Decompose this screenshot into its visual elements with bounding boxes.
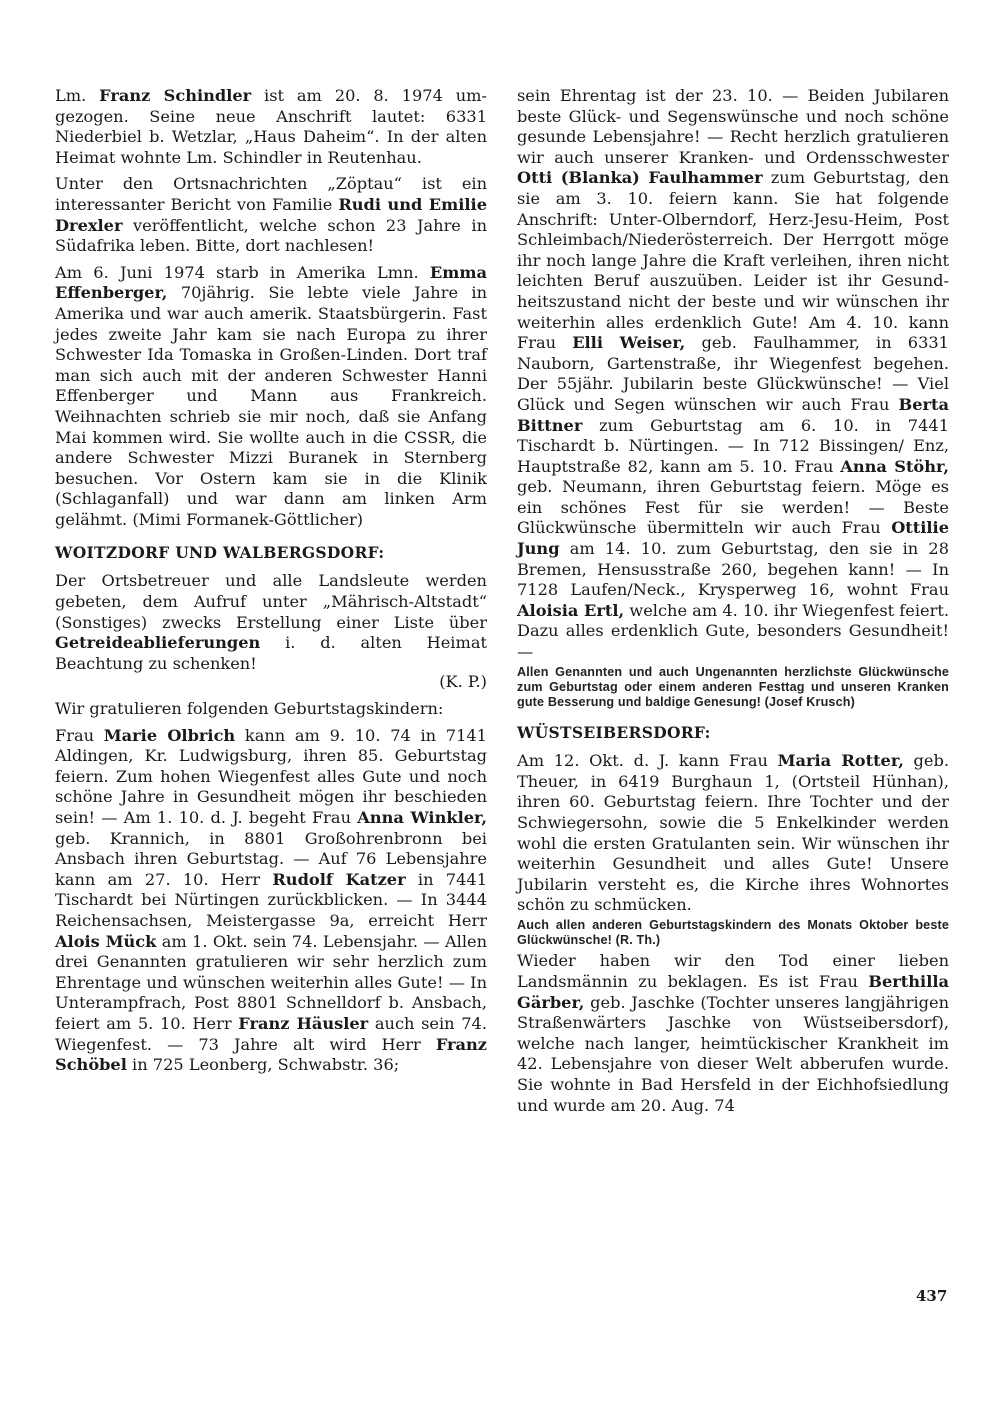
name-bold: Rudolf Katzer — [272, 869, 406, 889]
name-bold: Alois Mück — [55, 931, 157, 951]
name-bold: Franz Häusler — [238, 1013, 369, 1033]
name-bold: Emma Effenberger, — [55, 262, 487, 303]
paragraph-gaerber: Wieder haben wir den Tod einer lieben Landsmännin zu beklagen. Es ist Frau Berthilla Gärber, geb. Jaschke (Tochter unseres langjährigen Straßenwärters Jaschke von Wüstseibersdorf), welche nach langer, heimtückischer Krankheit im 42. Lebensjahre von dieser Welt abberufen wurde. Sie wohnte in Bad Hersfeld in der Eichhofsiedlung und wurde am 20. Aug. 74 — [517, 951, 949, 1115]
paragraph-aufruf: Der Ortsbetreuer und alle Landsleute werden gebeten, dem Aufruf unter „Mährisch-Altstadt“ (Sonstiges) zwecks Erstellung einer Liste über Getreideablieferungen i. d. alten Heimat Beachtung zu schenken! — [55, 571, 487, 673]
name-bold: Berta Bittner — [517, 394, 949, 435]
paragraph-effenberger: Am 6. Juni 1974 starb in Amerika Lmn. Emma Effenberger, 70jährig. Sie lebte viele Jahre in Amerika und war auch amerik. Staatsbürgerin. Fast jedes zweite Jahr kam sie nach Europa zu ihrer Schwester Ida Tomaska in Großen-Linden. Dort traf man sich auch mit der anderen Schwester Hanni Effenberger und Mann aus Frankreich. Weihnachten schrieb sie mir noch, daß sie Anfang Mai kommen wird. Sie wollte auch in die CSSR, die andere Schwester Mizzi Buranek in Sternberg besuchen. Vor Ostern kam sie in die Klinik (Schlaganfall) und war dann am linken Arm gelähmt. (Mimi Formanek-Göttlicher) — [55, 262, 487, 529]
right-column — [517, 86, 949, 1122]
name-bold: Maria Rotter, — [777, 751, 904, 771]
name-bold: Elli Weiser, — [572, 333, 686, 353]
signature: (K. P.) — [439, 672, 487, 692]
name-bold: Marie Olbrich — [103, 725, 236, 745]
left-column — [55, 86, 487, 1082]
name-bold: Berthilla Gärber, — [517, 971, 949, 1012]
name-bold: Anna Winkler, — [357, 808, 488, 827]
note-rth: Auch allen anderen Geburtstagskindern des Monats Oktober beste Glückwünsche! (R. Th.) — [517, 917, 949, 948]
section-heading-wuestseibersdorf: WÜSTSEIBERSDORF: — [517, 723, 711, 743]
note-krusch: Allen Genannten und auch Ungenannten herzlichste Glückwünsche zum Geburtstag oder einem anderen Festtag und unseren Kranken gute Besserung und baldige Genesung! (Josef Krusch) — [517, 664, 949, 710]
name-bold: Anna Stöhr, — [840, 456, 949, 476]
name-bold: Rudi und Emilie Drexler — [55, 194, 487, 235]
page-number: 437 — [916, 1287, 948, 1305]
section-heading-woitzdorf: WOITZDORF UND WALBERGSDORF: — [55, 543, 385, 563]
name-bold: Franz Schindler — [99, 86, 252, 105]
name-bold: Getreideablieferungen — [55, 633, 261, 653]
paragraph-rotter: Am 12. Okt. d. J. kann Frau Maria Rotter, geb. Theuer, in 6419 Burghaun 1, (Ortsteil Hünhan), ihren 60. Geburtstag feiern. Ihre Tochter und der Schwiegersohn, sowie die 5 Enkelkinder werden wohl die ersten Gratulanten sein. Wir wünschen ihr weiterhin Gesundheit und alles Gute! Unsere Jubilarin versteht es, die Kirche ihres Wohnortes schön zu schmücken. — [517, 751, 949, 915]
paragraph-intro-birthdays: Wir gratulieren folgenden Geburtstagskindern: — [55, 699, 444, 719]
paragraph-birthdays-left: Frau Marie Olbrich kann am 9. 10. 74 in 7141 Aldingen, Kr. Ludwigsburg, ihren 85. Geburtstag feiern. Zum hohen Wiegenfest alles Gute und noch schöne Jahre in Gesundheit mögen ihr beschieden sein! — Am 1. 10. d. J. begeht Frau Anna Winkler, geb. Krannich, in 8801 Großohrenbronn bei Ansbach ihren Geburtstag. — Auf 76 Lebensjahre kann am 27. 10. Herr Rudolf Katzer in 7441 Tischardt bei Nürtingen zurückblicken. — In 3444 Reichensachsen, Meistergasse 9a, erreicht Herr Alois Mück am 1. Okt. sein 74. Lebensjahr. — Allen drei Genannten gratulieren wir sehr herzlich zum Ehrentage und wünschen weiterhin alles Gute! — In Unterampfrach, Post 8801 Schnelldorf b. Ansbach, feiert am 5. 10. Herr Franz Häusler auch sein 74. Wiegenfest. — 73 Jahre alt wird Herr Franz Schöbel in 725 Leonberg, Schwabstr. 36; — [55, 725, 488, 1075]
name-bold: Aloisia Ertl, — [517, 600, 625, 620]
paragraph-birthdays-right: sein Ehrentag ist der 23. 10. — Beiden Jubilaren beste Glück- und Segenswünsche und noch schöne gesunde Lebensjahre! — Recht herzlich gratulieren wir auch unserer Kranken- und Ordensschwester Otti (Blanka) Faulhammer zum Geburtstag, den sie am 3. 10. feiern kann. Sie hat folgende Anschrift: Unter-Olberndorf, Herz-Jesu-Heim, Post Schleimbach/Niederösterreich. Der Herrgott möge ihr noch lange Jahre die Kraft verleihen, ihren nicht leichten Beruf auszuüben. Leider ist ihr Gesundheitszustand nicht der beste und wir wünschen ihr weiterhin alles erdenklich Gute! Am 4. 10. kann Frau Elli Weiser, geb. Faulhammer, in 6331 Nauborn, Gartenstraße, ihr Wiegenfest begehen. Der 55jähr. Jubilarin beste Glückwünsche! — Viel Glück und Segen wünschen wir auch Frau Berta Bittner zum Geburtstag am 6. 10. in 7441 Tischardt b. Nürtingen. — In 712 Bissingen/ Enz, Hauptstraße 82, kann am 5. 10. Frau Anna Stöhr, geb. Neumann, ihren Geburtstag feiern. Möge es ein schönes Fest für sie werden! — Beste Glückwünsche übermitteln wir auch Frau Ottilie Jung am 14. 10. zum Geburtstag, den sie in 28 Bremen, Hensusstraße 260, begehen kann! — In 7128 Laufen/Neck., Krysperweg 16, wohnt Frau Aloisia Ertl, welche am 4. 10. ihr Wiegenfest feiert. Dazu alles erdenklich Gute, besonders Gesundheit! — — [517, 86, 950, 662]
name-bold: Franz Schöbel — [55, 1034, 487, 1075]
name-bold: Otti (Blanka) Faulhammer — [517, 168, 763, 188]
name-bold: Ottilie Jung — [517, 518, 949, 559]
paragraph-drexler: Unter den Ortsnachrichten „Zöptau“ ist ein interessanter Bericht von Familie Rudi und Emilie Drexler veröffentlicht, welche schon 23 Jahre in Südafrika leben. Bitte, dort nachlesen! — [55, 174, 487, 256]
paragraph-schindler: Lm. Franz Schindler ist am 20. 8. 1974 umgezogen. Seine neue Anschrift lautet: 6331 Niederbiel b. Wetzlar, „Haus Daheim“. In der alten Heimat wohnte Lm. Schindler in Reutenhau. — [55, 86, 487, 167]
